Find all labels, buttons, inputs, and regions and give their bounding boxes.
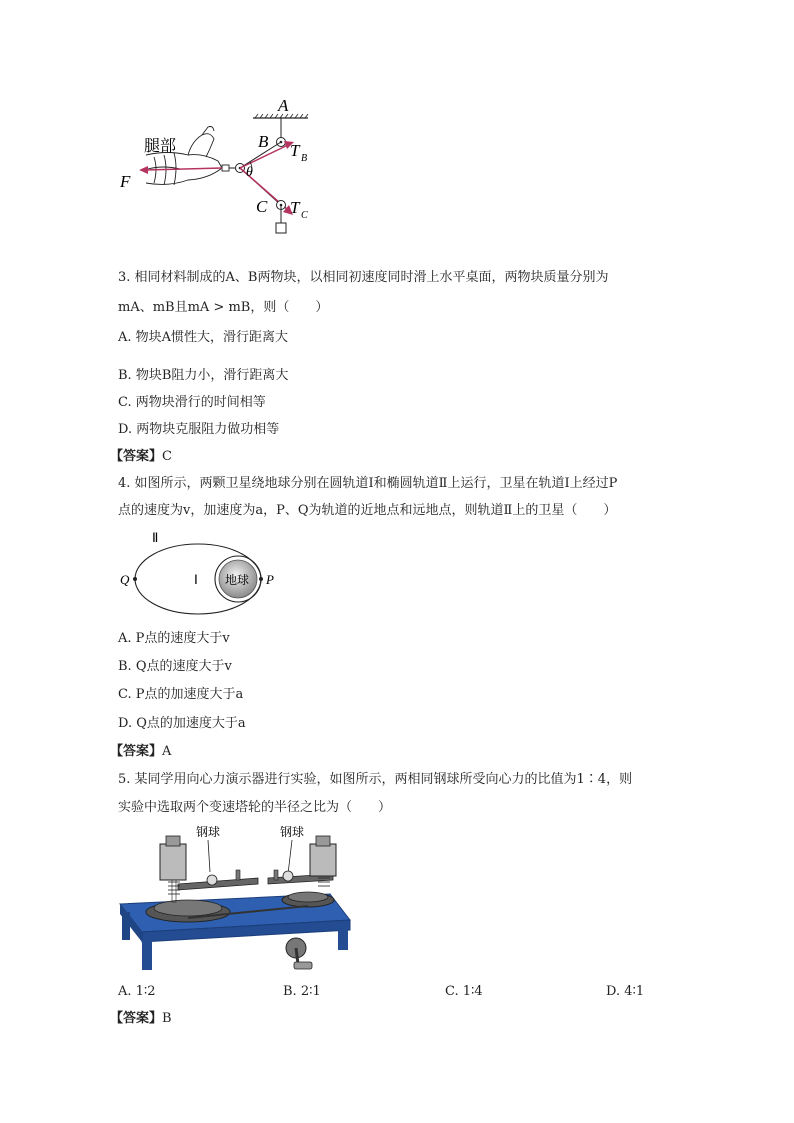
q5-option-d: D. 4∶1 (606, 984, 645, 999)
q3-option-b: B. 物块B阻力小，滑行距离大 (118, 368, 289, 383)
left-column (160, 844, 186, 880)
label-tb-sub: B (301, 153, 308, 164)
q3-answer (110, 448, 172, 466)
label-ball-left: 钢球 (196, 825, 221, 839)
q4-option-d: D. Q点的加速度大于a (118, 716, 246, 731)
label-b: B (258, 132, 269, 151)
label-earth: 地球 (225, 573, 250, 587)
right-column (310, 844, 336, 876)
q4-option-c: C. P点的加速度大于a (118, 687, 244, 702)
label-orbit-i: Ⅰ (194, 572, 198, 587)
label-q: Q (120, 572, 130, 587)
q5-option-c: C. 1∶4 (445, 984, 483, 999)
q5-answer-value: B (162, 1011, 172, 1026)
label-tc: T (290, 198, 300, 217)
right-steel-ball (283, 871, 293, 881)
q5-option-b: B. 2∶1 (283, 984, 321, 999)
q5-answer (110, 1010, 172, 1028)
label-orbit-ii: Ⅱ (152, 530, 159, 545)
left-steel-ball (207, 875, 217, 885)
q3-stem-line2: mA、mB且mA > mB，则（ ） (118, 300, 329, 315)
f-arrowhead (139, 166, 148, 174)
label-leg: 腿部 (144, 136, 177, 155)
q3-option-a: A. 物块A惯性大，滑行距离大 (118, 330, 289, 345)
q4-answer-tag: 【答案】 (110, 744, 163, 759)
q4-option-b: B. Q点的速度大于v (118, 659, 232, 674)
q3-answer-value: C (162, 449, 172, 464)
q4-stem-line1: 4. 如图所示，两颗卫星绕地球分别在圆轨道Ⅰ和椭圆轨道Ⅱ上运行，卫星在轨道Ⅰ上经过P (118, 476, 618, 491)
q4-answer (110, 743, 171, 761)
label-a: A (278, 96, 289, 115)
q3-option-c: C. 两物块滑行的时间相等 (118, 395, 266, 410)
force-diagram-figure (118, 95, 318, 240)
label-theta: θ (246, 165, 253, 180)
label-c: C (256, 197, 268, 216)
orbit-figure (116, 527, 286, 622)
centripetal-apparatus-figure (118, 822, 358, 974)
q3-option-d: D. 两物块克服阻力做功相等 (118, 422, 280, 437)
q5-stem-line2: 实验中选取两个变速塔轮的半径之比为（ ） (118, 800, 392, 815)
label-p: P (266, 572, 274, 587)
q4-stem-line2: 点的速度为v，加速度为a，P、Q为轨道的近地点和远地点，则轨道Ⅱ上的卫星（ ） (118, 503, 617, 518)
q4-option-a: A. P点的速度大于v (118, 631, 230, 646)
q5-stem-line1: 5. 某同学用向心力演示器进行实验，如图所示，两相同钢球所受向心力的比值为1∶4，则 (118, 772, 633, 787)
label-ball-right: 钢球 (280, 825, 305, 839)
q4-answer-value: A (162, 744, 172, 759)
crank-handle (294, 962, 312, 969)
hanging-weight (276, 223, 286, 233)
label-tc-sub: C (301, 210, 308, 221)
label-f: F (120, 172, 131, 191)
q3-stem-line1: 3. 相同材料制成的A、B两物块，以相同初速度同时滑上水平桌面，两物块质量分别为 (118, 270, 609, 285)
q5-option-a: A. 1∶2 (118, 984, 156, 999)
q5-answer-tag: 【答案】 (110, 1011, 163, 1026)
q3-answer-tag: 【答案】 (110, 449, 163, 464)
label-tb: T (290, 141, 300, 160)
